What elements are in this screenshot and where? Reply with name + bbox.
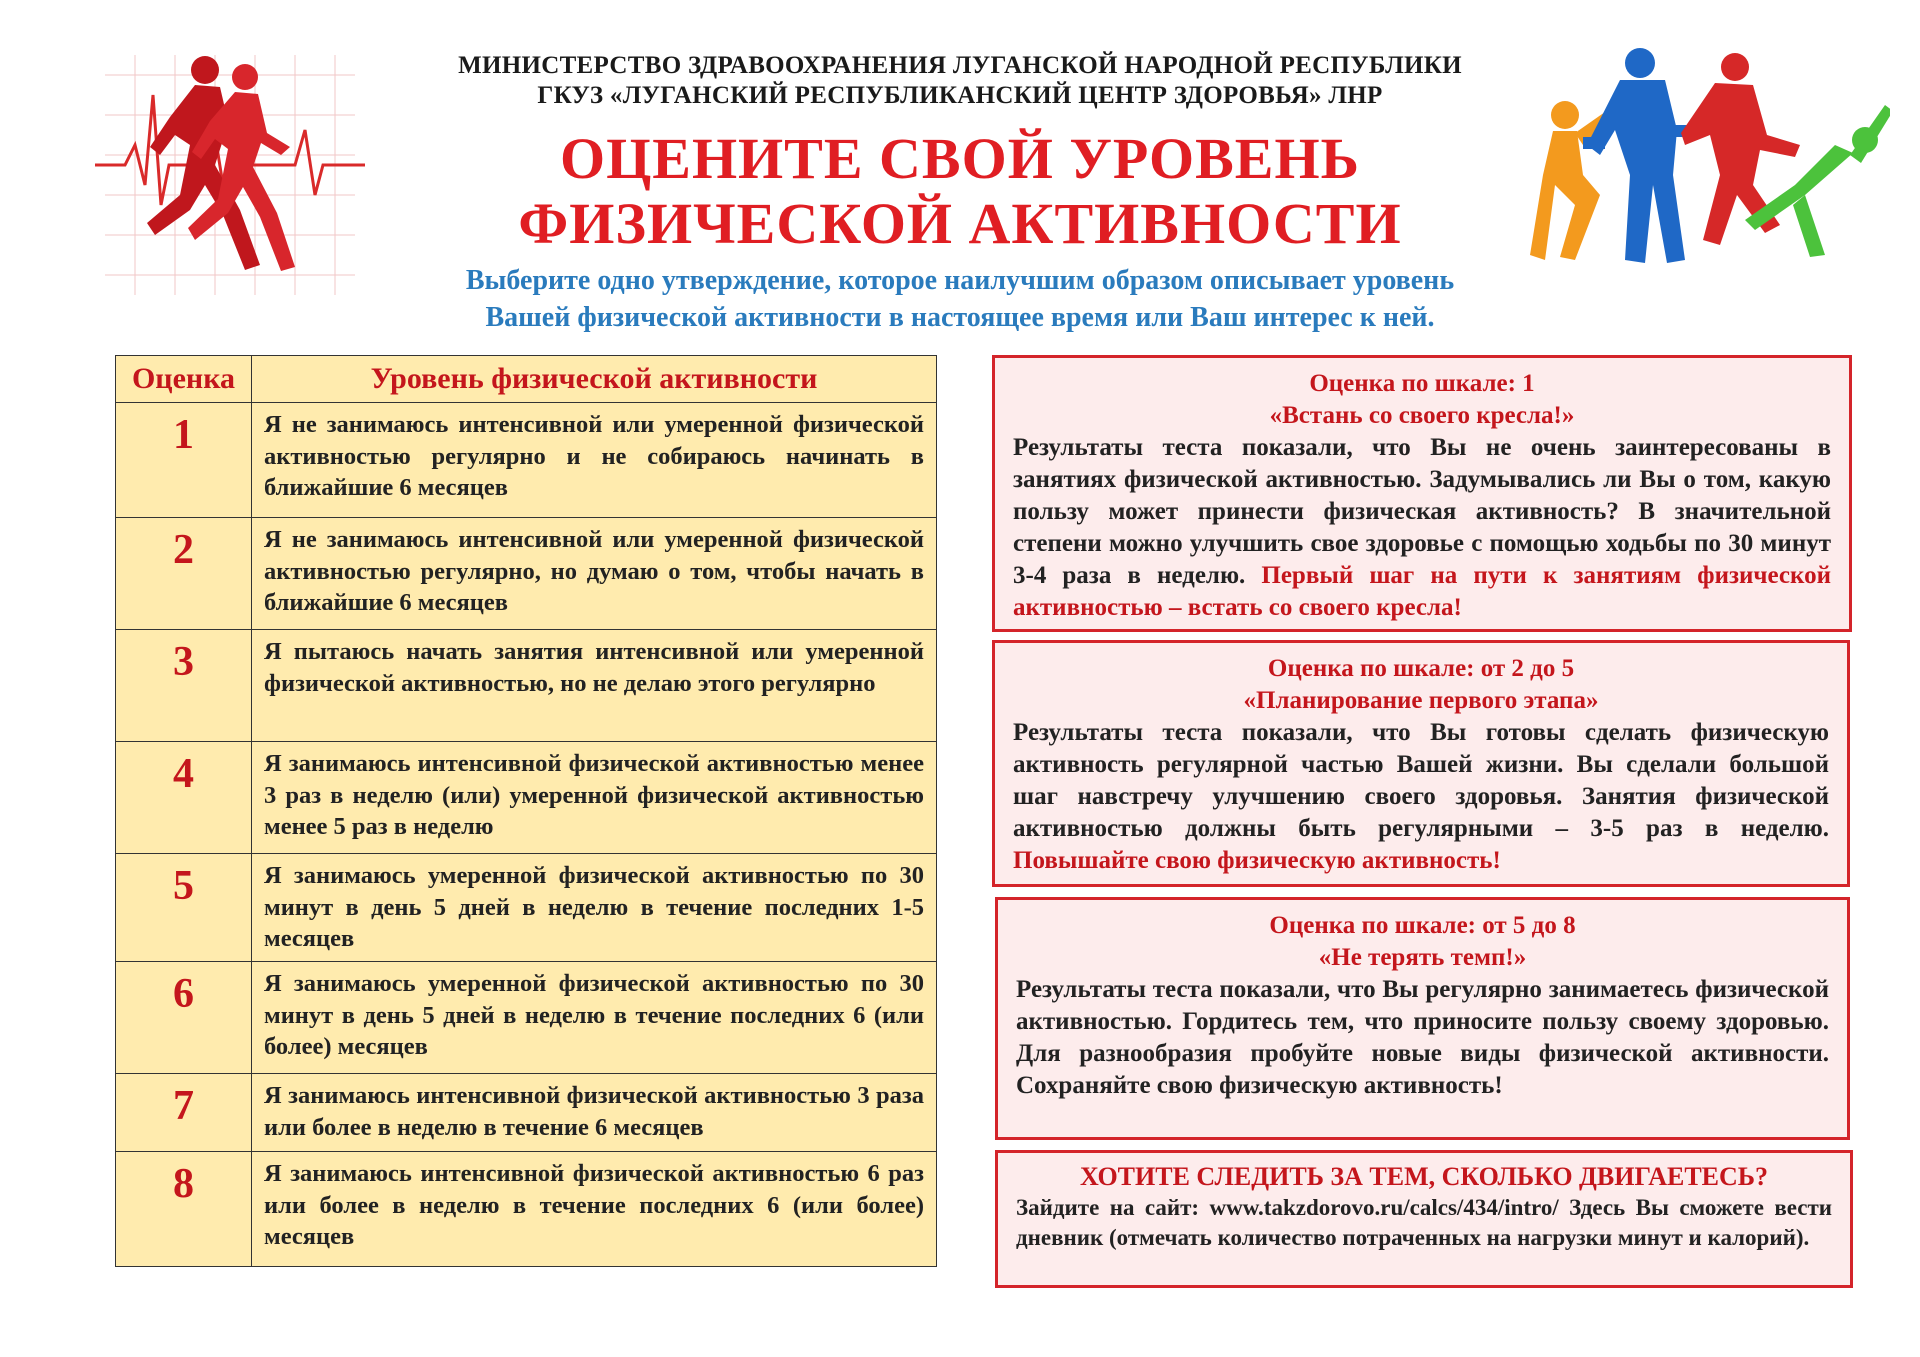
table-row xyxy=(116,854,937,962)
level-description: Я пытаюсь начать занятия интенсивной или умеренной физической активностью, но не делаю этого регулярно xyxy=(252,630,937,742)
level-description: Я занимаюсь интенсивной физической активностью менее 3 раз в неделю (или) умеренной физической активностью менее 5 раз в неделю xyxy=(252,742,937,854)
result-call-to-action: Первый шаг на пути к занятиям физической активностью – встать со своего кресла! xyxy=(1013,562,1831,621)
athletes-silhouettes-icon xyxy=(1505,45,1890,270)
level-description: Я не занимаюсь интенсивной или умеренной физической активностью регулярно и не собираюсь начинать в ближайшие 6 месяцев xyxy=(252,403,937,518)
result-text: Результаты теста показали, что Вы регулярно занимаетесь физической активностью. Гордитесь тем, что приносите пользу своему здоровью. Для разнообразия пробуйте новые виды физической активности. Сохраняйте свою физическую активность! xyxy=(1016,976,1829,1099)
column-header-level: Уровень физической активности xyxy=(252,356,937,403)
result-box-heading: Оценка по шкале: от 2 до 5 xyxy=(1267,655,1575,682)
score-value: 7 xyxy=(116,1074,252,1152)
instructions-line2: Вашей физической активности в настоящее время или Ваш интерес к ней. xyxy=(485,302,1435,333)
page-title-line1: ОЦЕНИТЕ СВОЙ УРОВЕНЬ xyxy=(560,126,1360,191)
tracker-text: Зайдите на сайт: www.takzdorovo.ru/calcs/434/intro/ Здесь Вы сможете вести дневник (отмечать количество потраченных на нагрузки минут и калорий). xyxy=(1016,1195,1832,1250)
level-description: Я не занимаюсь интенсивной или умеренной физической активностью регулярно, но думаю о том, чтобы начать в ближайшие 6 месяцев xyxy=(252,518,937,630)
runners-heartbeat-icon xyxy=(95,35,365,305)
tracker-box xyxy=(995,1150,1853,1288)
table-row xyxy=(116,1152,937,1267)
center-title: ГКУЗ «ЛУГАНСКИЙ РЕСПУБЛИКАНСКИЙ ЦЕНТР ЗДОРОВЬЯ» ЛНР xyxy=(537,82,1383,109)
ministry-title: МИНИСТЕРСТВО ЗДРАВООХРАНЕНИЯ ЛУГАНСКОЙ НАРОДНОЙ РЕСПУБЛИКИ xyxy=(458,52,1462,79)
result-box-slogan: «Встань со своего кресла!» xyxy=(1269,402,1575,429)
result-box-heading: Оценка по шкале: 1 xyxy=(1309,370,1535,397)
table-row xyxy=(116,403,937,518)
result-box-text xyxy=(1013,432,1831,624)
result-box-text xyxy=(1013,717,1829,877)
tracker-heading: ХОТИТЕ СЛЕДИТЬ ЗА ТЕМ, СКОЛЬКО ДВИГАЕТЕСЬ? xyxy=(1080,1162,1768,1191)
score-value: 2 xyxy=(116,518,252,630)
level-description: Я занимаюсь интенсивной физической активностью 6 раз или более в неделю в течение последних 6 (или более) месяцев xyxy=(252,1152,937,1267)
instructions-line1: Выберите одно утверждение, которое наилучшим образом описывает уровень xyxy=(465,265,1455,296)
result-box-score-1 xyxy=(992,355,1852,632)
score-value: 4 xyxy=(116,742,252,854)
score-value: 8 xyxy=(116,1152,252,1267)
activity-scale-table xyxy=(115,355,937,1267)
result-text: Результаты теста показали, что Вы готовы сделать физическую активность регулярной частью Вашей жизни. Вы сделали большой шаг навстречу улучшению своего здоровья. Занятия физической активностью должны быть регулярными – 3-5 раз в неделю. xyxy=(1013,719,1829,842)
level-description: Я занимаюсь умеренной физической активностью по 30 минут в день 5 дней в неделю в течение последних 6 (или более) месяцев xyxy=(252,962,937,1074)
result-box-text xyxy=(1016,974,1829,1102)
result-call-to-action: Повышайте свою физическую активность! xyxy=(1013,847,1501,874)
page-title-line2: ФИЗИЧЕСКОЙ АКТИВНОСТИ xyxy=(518,191,1402,256)
table-row xyxy=(116,962,937,1074)
result-box-score-2-5 xyxy=(992,640,1850,887)
score-value: 5 xyxy=(116,854,252,962)
level-description: Я занимаюсь интенсивной физической активностью 3 раза или более в неделю в течение 6 месяцев xyxy=(252,1074,937,1152)
result-box-slogan: «Не терять темп!» xyxy=(1318,944,1527,971)
table-row xyxy=(116,742,937,854)
result-box-score-5-8 xyxy=(995,897,1850,1140)
score-value: 6 xyxy=(116,962,252,1074)
table-row xyxy=(116,630,937,742)
column-header-score: Оценка xyxy=(116,356,252,403)
table-header-row xyxy=(116,356,937,403)
result-text: Результаты теста показали, что Вы не очень заинтересованы в занятиях физической активностью. Задумывались ли Вы о том, какую пользу может принести физическая активность? В значительной степени можно улучшить свое здоровье с помощью ходьбы по 30 минут 3-4 раза в неделю. xyxy=(1013,434,1831,589)
score-value: 1 xyxy=(116,403,252,518)
result-box-heading: Оценка по шкале: от 5 до 8 xyxy=(1269,912,1576,939)
table-row xyxy=(116,518,937,630)
level-description: Я занимаюсь умеренной физической активностью по 30 минут в день 5 дней в неделю в течение последних 1-5 месяцев xyxy=(252,854,937,962)
score-value: 3 xyxy=(116,630,252,742)
table-row xyxy=(116,1074,937,1152)
result-box-slogan: «Планирование первого этапа» xyxy=(1243,687,1599,714)
